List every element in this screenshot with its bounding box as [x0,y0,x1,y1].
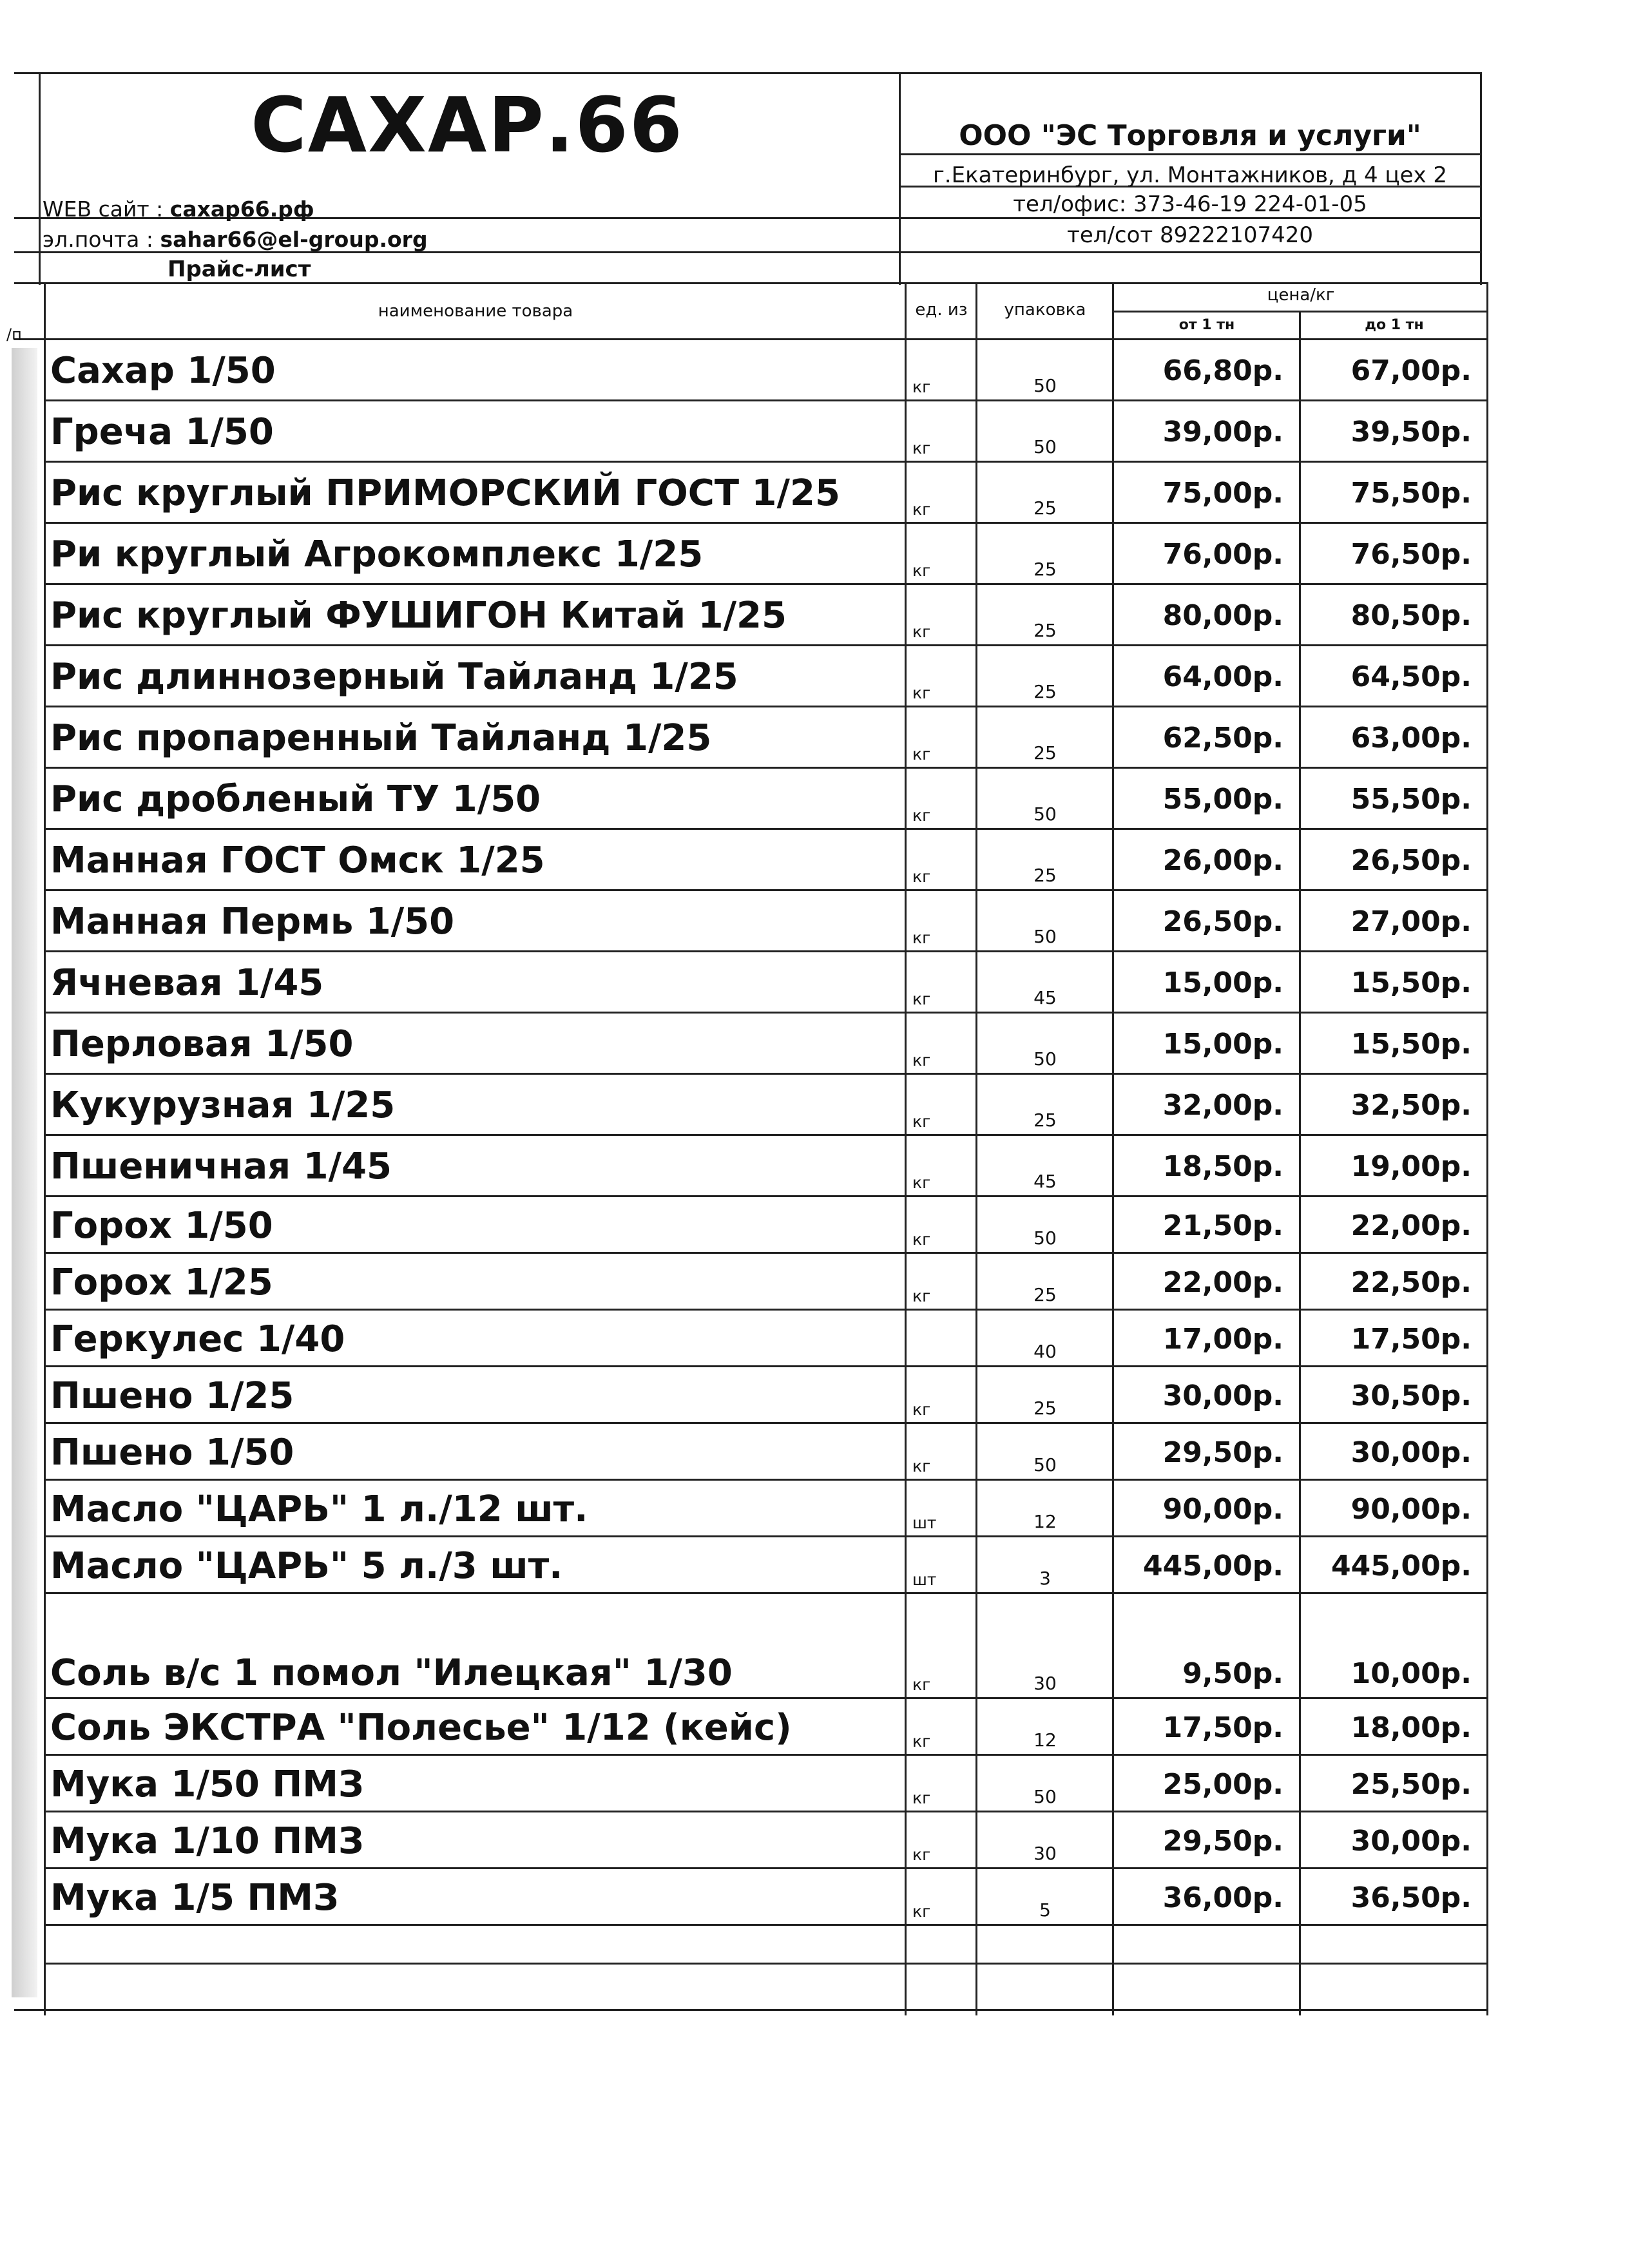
price-from-1t: 62,50р. [1162,722,1283,754]
product-name: Пшеничная 1/45 [50,1146,392,1187]
pack-cell: 50 [1033,803,1057,825]
unit-cell: шт [912,1514,937,1532]
product-name: Мука 1/10 ПМЗ [50,1820,364,1862]
unit-cell [906,1311,977,1367]
row-divider [14,2009,1488,2011]
web-site-line [43,197,314,222]
pack-cell: 50 [1033,1786,1057,1807]
unit-cell: кг [912,1287,931,1305]
price-from-1t: 17,00р. [1162,1322,1283,1356]
col-price-header: цена/кг [1267,285,1335,305]
table-row [0,1869,1488,1926]
price-from-1t: 29,50р. [1162,1436,1283,1469]
unit-cell: кг [912,928,931,947]
price-from-1t: 55,00р. [1162,783,1283,816]
price-to-1t: 19,00р. [1350,1150,1472,1183]
product-name: Пшено 1/50 [50,1431,294,1474]
product-name: Сахар 1/50 [50,350,276,392]
pack-cell: 50 [1033,1454,1057,1475]
price-to-1t: 63,00р. [1350,722,1472,754]
table-row [0,952,1488,1014]
product-name: Манная Пермь 1/50 [50,901,455,943]
price-to-1t: 17,50р. [1350,1322,1472,1356]
product-name: Рис круглый ФУШИГОН Китай 1/25 [50,595,787,637]
pack-cell: 45 [1033,987,1057,1008]
web-label: WEB сайт : [43,197,164,222]
product-name: Соль ЭКСТРА "Полесье" 1/12 (кейс) [50,1706,792,1749]
price-from-1t: 21,50р. [1162,1209,1283,1242]
table-row [0,1594,1488,1699]
unit-cell: кг [912,1732,931,1751]
table-row [0,401,1488,463]
web-value: сахар66.рф [169,197,314,222]
product-name: Рис круглый ПРИМОРСКИЙ ГОСТ 1/25 [50,472,840,514]
pack-cell: 50 [1033,1048,1057,1070]
price-to-1t: 67,00р. [1350,354,1472,387]
product-name: Пшено 1/25 [50,1374,294,1417]
price-to-1t: 15,50р. [1350,966,1472,999]
table-row [0,463,1488,524]
unit-cell: кг [912,1845,931,1864]
table-row [0,585,1488,646]
col-name-header: наименование товара [378,302,573,321]
unit-cell: кг [912,684,931,702]
email-label: эл.почта : [43,227,154,252]
table-row [0,1537,1488,1594]
mobile-phone: тел/сот 89222107420 [1067,222,1313,248]
colhdr-top-border [14,282,1488,284]
product-name: Рис пропаренный Тайланд 1/25 [50,717,712,759]
pack-cell: 25 [1033,1110,1057,1131]
unit-cell: кг [912,745,931,764]
email-value: sahar66@el-group.org [160,227,428,252]
unit-cell: кг [912,1457,931,1475]
price-to-1t: 30,00р. [1350,1436,1472,1469]
price-to-1t [1300,1965,1488,2011]
product-name: Горох 1/25 [50,1261,273,1303]
pack-cell [977,1926,1113,1965]
price-from-1t: 32,00р. [1162,1089,1283,1122]
email-line [43,227,428,252]
unit-cell: кг [912,1789,931,1807]
price-subheader-line [1112,311,1488,312]
brand-title: САХАР.66 [251,81,684,169]
price-to-1t: 36,50р. [1350,1881,1472,1914]
table-row [0,1965,1488,2011]
table-row [0,1197,1488,1254]
office-phone: тел/офис: 373-46-19 224-01-05 [1013,191,1367,217]
unit-cell: шт [912,1570,937,1589]
product-name: Соль в/с 1 помол "Илецкая" 1/30 [50,1652,733,1694]
unit-cell: кг [912,378,931,396]
table-row [0,1756,1488,1812]
table-row [0,1311,1488,1367]
pack-cell: 40 [1033,1341,1057,1362]
pack-cell: 25 [1033,1284,1057,1305]
pack-cell: 50 [1033,926,1057,947]
unit-cell: кг [912,1400,931,1419]
price-from-1t: 64,00р. [1162,660,1283,693]
table-row [0,1367,1488,1424]
pack-cell: 25 [1033,1398,1057,1419]
price-from-1t: 17,50р. [1162,1711,1283,1744]
table-row [0,340,1488,401]
unit-cell: кг [912,1675,931,1694]
table-row [0,1075,1488,1136]
product-name: Ячневая 1/45 [50,962,324,1004]
unit-cell: кг [912,806,931,825]
price-from-1t: 445,00р. [1142,1549,1283,1582]
table-row [0,1481,1488,1537]
price-from-1t: 29,50р. [1162,1824,1283,1858]
table-row [0,1424,1488,1481]
table-row [0,524,1488,585]
pack-cell: 50 [1033,436,1057,457]
price-to-1t: 32,50р. [1350,1089,1472,1122]
table-row [0,1699,1488,1756]
price-to-1t: 26,50р. [1350,844,1472,877]
unit-cell: кг [912,1051,931,1070]
product-name: Рис дробленый ТУ 1/50 [50,778,541,820]
unit-cell: кг [912,439,931,457]
pack-cell: 3 [1039,1568,1051,1589]
price-to-1t: 39,50р. [1350,416,1472,448]
product-name: Мука 1/5 ПМЗ [50,1876,339,1919]
table-row [0,1136,1488,1197]
unit-cell: кг [912,622,931,641]
price-to-1t: 22,50р. [1350,1265,1472,1299]
product-name [45,1926,906,1965]
pack-cell: 50 [1033,375,1057,396]
pack-cell: 30 [1033,1673,1057,1694]
unit-cell: кг [912,1173,931,1192]
price-to-1t: 30,50р. [1350,1379,1472,1412]
price-to-1t: 80,50р. [1350,599,1472,632]
table-row [0,891,1488,952]
price-from-1t: 15,00р. [1162,1028,1283,1061]
price-from-1t [1113,1926,1300,1965]
price-to-1t: 30,00р. [1350,1824,1472,1858]
pack-cell: 25 [1033,497,1057,519]
table-row [0,1812,1488,1869]
col-price-from-header: от 1 тн [1178,317,1235,333]
pack-cell: 25 [1033,620,1057,641]
table-row [0,769,1488,830]
unit-cell: кг [912,990,931,1008]
pack-cell: 25 [1033,742,1057,764]
unit-cell: кг [912,500,931,519]
price-from-1t: 26,50р. [1162,905,1283,938]
product-name: Кукурузная 1/25 [50,1084,396,1126]
table-row [0,1014,1488,1075]
price-from-1t: 18,50р. [1162,1150,1283,1183]
header-line-1 [899,153,1482,155]
product-name: Ри круглый Агрокомплекс 1/25 [50,533,704,575]
price-to-1t: 55,50р. [1350,783,1472,816]
product-name: Масло "ЦАРЬ" 5 л./3 шт. [50,1544,563,1587]
price-to-1t: 25,50р. [1350,1767,1472,1801]
price-from-1t: 36,00р. [1162,1881,1283,1914]
pack-cell: 12 [1033,1511,1057,1532]
price-to-1t: 15,50р. [1350,1028,1472,1061]
product-name: Греча 1/50 [50,411,274,453]
price-from-1t [1113,1965,1300,2011]
price-from-1t: 9,50р. [1182,1657,1283,1690]
price-from-1t: 15,00р. [1162,966,1283,999]
price-to-1t: 76,50р. [1350,538,1472,571]
table-row [0,1254,1488,1311]
price-from-1t: 90,00р. [1162,1492,1283,1526]
product-name: Мука 1/50 ПМЗ [50,1763,364,1805]
unit-cell: кг [912,1230,931,1249]
unit-cell [906,1965,977,2011]
table-row [0,830,1488,891]
unit-cell [906,1926,977,1965]
price-from-1t: 30,00р. [1162,1379,1283,1412]
unit-cell: кг [912,1112,931,1131]
product-name: Геркулес 1/40 [50,1318,345,1360]
price-to-1t: 90,00р. [1350,1492,1472,1526]
price-to-1t: 27,00р. [1350,905,1472,938]
product-name: Масло "ЦАРЬ" 1 л./12 шт. [50,1488,588,1530]
price-to-1t [1300,1926,1488,1965]
pack-cell [977,1965,1113,2011]
table-row [0,707,1488,769]
product-name: Перловая 1/50 [50,1023,354,1065]
unit-cell: кг [912,1902,931,1921]
product-name: Манная ГОСТ Омск 1/25 [50,840,545,881]
price-from-1t: 25,00р. [1162,1767,1283,1801]
price-from-1t: 66,80р. [1162,354,1283,387]
product-name [45,1965,906,2011]
pack-cell: 5 [1039,1899,1051,1921]
price-to-1t: 75,50р. [1350,477,1472,510]
price-from-1t: 80,00р. [1162,599,1283,632]
price-to-1t: 10,00р. [1350,1657,1472,1690]
pack-cell: 50 [1033,1227,1057,1249]
price-from-1t: 76,00р. [1162,538,1283,571]
price-to-1t: 64,50р. [1350,660,1472,693]
table-row [0,1926,1488,1965]
col-pack-header: упаковка [1004,300,1086,320]
document-title: Прайс-лист [168,256,311,282]
pack-cell: 25 [1033,559,1057,580]
price-to-1t: 18,00р. [1350,1711,1472,1744]
price-to-1t: 445,00р. [1331,1549,1472,1582]
col-price-to-header: до 1 тн [1365,317,1424,333]
price-to-1t: 22,00р. [1350,1209,1472,1242]
pack-cell: 25 [1033,681,1057,702]
pack-cell: 45 [1033,1171,1057,1192]
company-name: ООО "ЭС Торговля и услуги" [959,119,1421,152]
pack-cell: 12 [1033,1729,1057,1751]
col-unit-header: ед. из [915,300,968,320]
unit-cell: кг [912,561,931,580]
table-row [0,646,1488,707]
header-top-border [14,72,1482,74]
price-from-1t: 22,00р. [1162,1265,1283,1299]
col-number-header: /п [6,325,22,343]
price-from-1t: 26,00р. [1162,844,1283,877]
company-address: г.Екатеринбург, ул. Монтажников, д 4 цех 2 [932,162,1448,188]
product-name: Рис длиннозерный Тайланд 1/25 [50,656,738,698]
pack-cell: 30 [1033,1843,1057,1864]
price-from-1t: 39,00р. [1162,416,1283,448]
unit-cell: кг [912,867,931,886]
price-from-1t: 75,00р. [1162,477,1283,510]
product-name: Горох 1/50 [50,1204,273,1247]
pack-cell: 25 [1033,865,1057,886]
